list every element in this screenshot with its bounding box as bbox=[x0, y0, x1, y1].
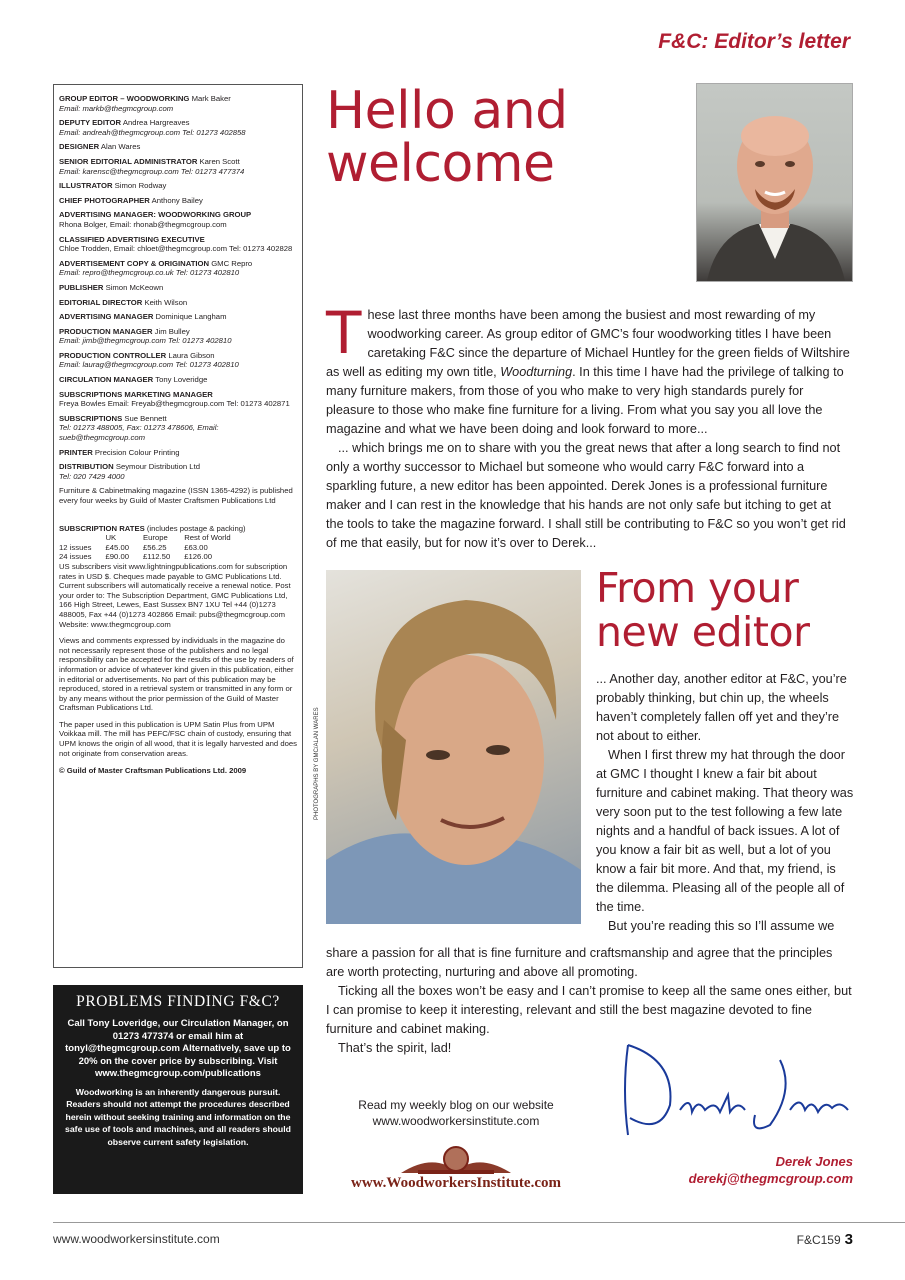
article-paragraph: When I first threw my hat through the door at GMC I thought I knew a fair bit about furniture and cabinet making. That theory was very soon put to the test following a few late nights and a handful of back issues. A lot of you know a fair bit as well, but a lot of you know a fair bit more. And that, my friend, is the dilemma. Pleasing all of the people all of the time. bbox=[596, 748, 854, 914]
masthead-entry bbox=[59, 351, 297, 370]
table-row bbox=[59, 552, 245, 562]
problems-box bbox=[53, 985, 303, 1194]
rates-header bbox=[59, 533, 105, 543]
subscription-info: US subscribers visit www.lightningpublications.com for subscription rates in USD $. Cheques made payable to GMC Publications Ltd. Current subscribers will automatically receive a renewal notice. Post your order to: The Subscription Department, GMC Publications Ltd, 166 High Street, Lewes, East Sussex BN7 1XU Tel +44 (0)1273 488005, Fax +44 (0)1273 402866 Email: pubs@thegmcgroup.com Website: www.thegmcgroup.com bbox=[59, 561, 291, 629]
author-email[interactable]: derekj@thegmcgroup.com bbox=[688, 1171, 853, 1186]
masthead-role: DISTRIBUTION bbox=[59, 462, 114, 472]
article-text: hese last three months have been among the busiest and most rewarding of my woodworking career. As group editor of GMC’s four woodworking titles I have been caretaking F&C since the departure of Michael Huntley for the green fields of Wiltshire as well as editing my own title, bbox=[326, 308, 850, 379]
masthead-name: Dominique Langham bbox=[155, 312, 227, 322]
masthead-entry bbox=[59, 181, 297, 191]
masthead-detail: Tel: 020 7429 4000 bbox=[59, 471, 125, 481]
rates-cell: £90.00 bbox=[105, 552, 129, 562]
paper-note: The paper used in this publication is UPM Satin Plus from UPM Voikkaa mill. The mill has PEFC/FSC chain of custody, ensuring that UPM knows the origin of all wood, that it is legally harvested and does not originate from conservation areas. bbox=[59, 719, 298, 758]
copyright: © Guild of Master Craftsman Publications Ltd. 2009 bbox=[59, 766, 247, 776]
new-editor-photo bbox=[326, 570, 581, 924]
masthead-entry bbox=[59, 283, 297, 293]
masthead-role: DESIGNER bbox=[59, 142, 100, 152]
masthead-detail: Freya Bowles Email: Freyab@thegmcgroup.com Tel: 01273 402871 bbox=[59, 399, 290, 409]
masthead-name: Precision Colour Printing bbox=[94, 447, 180, 457]
rates-table bbox=[59, 533, 245, 562]
masthead-role: CLASSIFIED ADVERTISING EXECUTIVE bbox=[59, 234, 205, 244]
masthead-detail: Email: markb@thegmcgroup.com bbox=[59, 103, 174, 113]
masthead-name: Simon McKeown bbox=[105, 282, 164, 292]
masthead-entry bbox=[59, 298, 297, 308]
article-paragraph: That’s the spirit, lad! bbox=[338, 1041, 452, 1055]
masthead-role: DEPUTY EDITOR bbox=[59, 118, 122, 128]
rates-cell: £63.00 bbox=[184, 542, 208, 552]
masthead-name: Mark Baker bbox=[191, 94, 231, 103]
headline-new-editor: From your new editor bbox=[596, 564, 810, 656]
masthead-name: Karen Scott bbox=[199, 156, 240, 166]
masthead-entry bbox=[59, 210, 297, 229]
signature-block bbox=[689, 1153, 853, 1187]
masthead-name: Jim Bulley bbox=[154, 326, 190, 336]
issue-number: F&C159 bbox=[796, 1233, 841, 1247]
blog-link[interactable]: www.woodworkersinstitute.com bbox=[372, 1114, 540, 1128]
masthead-entry bbox=[59, 448, 297, 458]
section-header: F&C: Editor’s letter bbox=[658, 30, 850, 53]
handwritten-signature bbox=[620, 1040, 860, 1140]
new-editor-column bbox=[596, 670, 854, 936]
masthead-detail: Email: repro@thegmcgroup.co.uk Tel: 01273 402810 bbox=[59, 268, 240, 278]
rates-cell: £45.00 bbox=[105, 542, 129, 552]
disclaimer: Views and comments expressed by individuals in the magazine do not necessarily represent those of the publishers and no legal responsibility can be accepted for the results of the use by readers of information or advice of whatever kind given in this publication, either in editorial or advertisements. No part of this publication may be reproduced, stored in a retrieval system or transmitted in any form or by any means without the prior permission of the Guild of Master Craftsman Publications Ltd. bbox=[59, 636, 294, 713]
masthead-role: PUBLISHER bbox=[59, 282, 104, 292]
article-paragraph: share a passion for all that is fine furniture and craftsmanship and agree that the principles are worth protecting, nurturing and above all promoting. bbox=[326, 946, 833, 979]
problems-contact-text: Call Tony Loveridge, our Circulation Manager, on 01273 477374 or email him at tonyl@thegmcgroup.com Alternatively, save up to 20% on the cover price by subscribing. Visit www.thegmcgroup.com/publications bbox=[65, 1018, 291, 1079]
article-paragraph bbox=[326, 299, 851, 439]
photo-credit: PHOTOGRAPHS BY GMC/ALAN WARES bbox=[314, 707, 320, 820]
masthead-entry bbox=[59, 157, 297, 176]
masthead-role: CIRCULATION MANAGER bbox=[59, 375, 154, 385]
headline-hello: Hello and welcome bbox=[326, 81, 568, 194]
masthead-role: ADVERTISING MANAGER bbox=[59, 312, 154, 322]
masthead-name: Laura Gibson bbox=[168, 350, 215, 360]
masthead-detail: Chloe Trodden, Email: chloet@thegmcgroup.com Tel: 01273 402828 bbox=[59, 244, 293, 254]
masthead-name: Anthony Bailey bbox=[151, 195, 203, 205]
rates-cell: 24 issues bbox=[59, 552, 92, 562]
masthead-role: PRODUCTION CONTROLLER bbox=[59, 350, 167, 360]
publication-note: Furniture & Cabinetmaking magazine (ISSN 1365-4292) is published every four weeks by Guild of Master Craftsmen Publications Ltd bbox=[59, 486, 293, 505]
masthead-entry bbox=[59, 94, 297, 113]
rates-title: SUBSCRIPTION RATES bbox=[59, 523, 145, 533]
masthead-entry bbox=[59, 390, 297, 409]
masthead-name: GMC Repro bbox=[211, 258, 253, 268]
masthead-entry bbox=[59, 462, 297, 481]
masthead-box bbox=[53, 84, 303, 968]
woodworkers-institute-logo-text[interactable]: www.WoodworkersInstitute.com bbox=[351, 1175, 561, 1191]
masthead-role: SENIOR EDITORIAL ADMINISTRATOR bbox=[59, 156, 198, 166]
masthead-name: Seymour Distribution Ltd bbox=[115, 462, 200, 472]
masthead-entry bbox=[59, 235, 297, 254]
masthead-entry bbox=[59, 312, 297, 322]
masthead-entry bbox=[59, 259, 297, 278]
rates-header: UK bbox=[105, 533, 117, 543]
footer-url[interactable]: www.woodworkersinstitute.com bbox=[53, 1232, 220, 1246]
woodturning-title: Woodturning bbox=[500, 365, 573, 379]
subscription-rates bbox=[59, 524, 297, 630]
blog-promo bbox=[336, 1097, 576, 1129]
editor-letter-article bbox=[326, 299, 851, 553]
article-paragraph: ... which brings me on to share with you the great news that after a long search to find not only a worthy successor to Michael but someone who would carry F&C forward into a sparkling future, a new editor has been appointed. Derek Jones is a professional furniture maker and I can rest in the knowledge that his hands are not only safe but itching to get at the tools to take the magazine forward. I shall still be contributing to F&C so you won’t get rid of me that easily, but for now it’s over to Derek... bbox=[326, 441, 846, 550]
footer-issue bbox=[797, 1231, 853, 1248]
masthead-role: SUBSCRIPTIONS MARKETING MANAGER bbox=[59, 389, 213, 399]
article-paragraph: But you’re reading this so I’ll assume we bbox=[608, 919, 835, 933]
masthead-role: GROUP EDITOR – WOODWORKING bbox=[59, 94, 190, 103]
masthead-name: Tony Loveridge bbox=[155, 375, 208, 385]
masthead-detail: Email: karensc@thegmcgroup.com Tel: 01273 477374 bbox=[59, 166, 245, 176]
page-number: 3 bbox=[844, 1231, 853, 1248]
article-text: . In this time I have had the privilege of talking to many furniture makers, from those of you who make to very high standards purely for pleasure to those who make fine furniture for a living. From what you say you all love the magazine and what we have been doing and look forward to more... bbox=[326, 365, 844, 436]
masthead-role: CHIEF PHOTOGRAPHER bbox=[59, 195, 150, 205]
table-row bbox=[59, 543, 245, 553]
blog-text: Read my weekly blog on our website bbox=[358, 1098, 554, 1112]
masthead-role: ADVERTISING MANAGER: WOODWORKING GROUP bbox=[59, 210, 252, 220]
portrait-illustration bbox=[326, 570, 581, 924]
masthead-entry bbox=[59, 118, 297, 137]
masthead-entry bbox=[59, 196, 297, 206]
masthead-detail: Email: andreah@thegmcgroup.com Tel: 01273 402858 bbox=[59, 127, 246, 137]
safety-warning: Woodworking is an inherently dangerous pursuit. Readers should not attempt the procedures described herein without seeking training and information on the safe use of tools and machines, and all readers should observe current safety legislation. bbox=[65, 1086, 291, 1147]
masthead-role: ADVERTISEMENT COPY & ORIGINATION bbox=[59, 258, 210, 268]
rates-header: Europe bbox=[143, 533, 168, 543]
masthead-entry bbox=[59, 414, 297, 443]
editor-portrait-photo bbox=[696, 83, 853, 282]
masthead-role: ILLUSTRATOR bbox=[59, 181, 113, 191]
rates-header: Rest of World bbox=[184, 533, 231, 543]
footer-divider bbox=[53, 1222, 905, 1223]
masthead-role: PRINTER bbox=[59, 447, 93, 457]
rates-note: (includes postage & packing) bbox=[146, 523, 246, 533]
masthead-entry bbox=[59, 142, 297, 152]
masthead-name: Keith Wilson bbox=[144, 297, 188, 307]
author-name: Derek Jones bbox=[775, 1154, 853, 1169]
problems-title: PROBLEMS FINDING F&C? bbox=[76, 993, 280, 1010]
masthead-name: Andrea Hargreaves bbox=[122, 118, 190, 128]
masthead-role: EDITORIAL DIRECTOR bbox=[59, 297, 143, 307]
masthead-role: SUBSCRIPTIONS bbox=[59, 413, 123, 423]
masthead-detail: Tel: 01273 488005, Fax: 01273 478606, Email: sueb@thegmcgroup.com bbox=[59, 423, 219, 443]
masthead-entries bbox=[59, 94, 297, 481]
masthead-name: Sue Bennett bbox=[124, 413, 167, 423]
rates-cell: 12 issues bbox=[59, 542, 92, 552]
masthead-name: Simon Rodway bbox=[114, 181, 167, 191]
masthead-entry bbox=[59, 327, 297, 346]
masthead-detail: Email: laurag@thegmcgroup.com Tel: 01273 402810 bbox=[59, 360, 239, 370]
masthead-detail: Rhona Bolger, Email: rhonab@thegmcgroup.com bbox=[59, 219, 227, 229]
rates-cell: £126.00 bbox=[184, 552, 213, 562]
masthead-role: PRODUCTION MANAGER bbox=[59, 326, 153, 336]
masthead-detail: Email: jimb@thegmcgroup.com Tel: 01273 402810 bbox=[59, 336, 232, 346]
masthead-name: Alan Wares bbox=[100, 142, 141, 152]
masthead-entry bbox=[59, 375, 297, 385]
drop-cap: T bbox=[326, 299, 362, 367]
article-paragraph: Ticking all the boxes won’t be easy and I can’t promise to keep all the same ones either, but I can promise to keep it interesting, relevant and still the best magazine devoted to fine furniture and cabinet making. bbox=[326, 984, 852, 1036]
article-paragraph: ... Another day, another editor at F&C, you’re probably thinking, but chin up, the wheels haven’t completely fallen off yet and they’re not about to either. bbox=[596, 672, 847, 743]
rates-cell: £112.50 bbox=[143, 552, 171, 562]
rates-cell: £56.25 bbox=[143, 542, 167, 552]
portrait-illustration bbox=[697, 84, 852, 281]
